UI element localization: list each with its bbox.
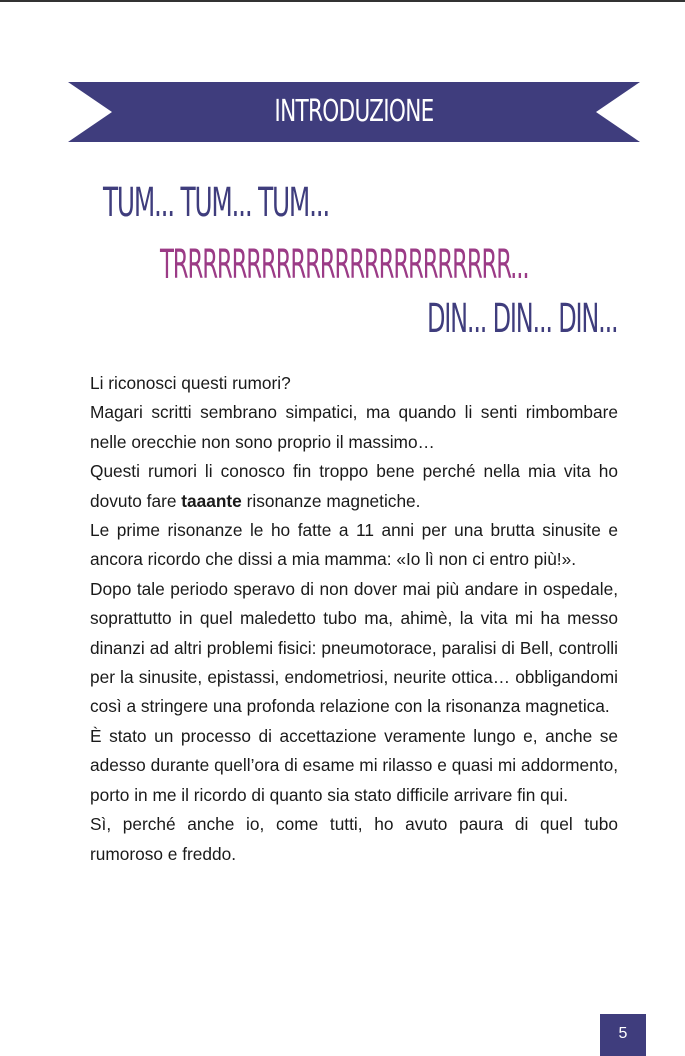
sound-effect-trrr: TRRRRRRRRRRRRRRRRRRRRRRR... xyxy=(160,242,529,288)
paragraph: Li riconosci questi rumori? xyxy=(90,373,291,393)
emphasis-text: taaante xyxy=(181,490,242,511)
page-number: 5 xyxy=(600,1014,646,1056)
chapter-title: INTRODUZIONE xyxy=(274,94,434,129)
sound-effect-din: DIN... DIN... DIN... xyxy=(427,296,618,342)
paragraph-text: risonanze magnetiche. xyxy=(241,490,421,511)
body-text xyxy=(90,369,618,869)
paragraph: Magari scritti sembrano simpatici, ma quando li senti rimbombare nelle orecchie non sono proprio il massimo… xyxy=(90,402,618,452)
paragraph: Le prime risonanze le ho fatte a 11 anni per una brutta sinusite e ancora ricordo che dissi a mia mamma: «Io lì non ci entro più!». xyxy=(90,520,618,570)
chapter-banner xyxy=(68,82,640,142)
sound-effect-tum: TUM... TUM... TUM... xyxy=(103,180,330,226)
paragraph: È stato un processo di accettazione veramente lungo e, anche se adesso durante quell’ora di esame mi rilasso e quasi mi addormento, porto in me il ricordo di quanto sia stato difficile arrivare fin qui. xyxy=(90,725,618,805)
paragraph-text: Questi rumori li conosco fin troppo bene perché nella mia vita ho dovuto fare xyxy=(90,461,618,511)
top-rule xyxy=(0,0,685,2)
paragraph: Sì, perché anche io, come tutti, ho avuto paura di quel tubo rumoroso e freddo. xyxy=(90,814,618,864)
paragraph xyxy=(90,457,618,516)
paragraph: Dopo tale periodo speravo di non dover mai più andare in ospedale, soprattutto in quel maledetto tubo ma, ahimè, la vita mi ha messo dinanzi ad altri problemi fisici: pneumotorace, paralisi di Bell, controlli per la sinusite, epistassi, endometriosi, neurite ottica… obbligandomi così a stringere una profonda relazione con la risonanza magnetica. xyxy=(90,578,618,717)
